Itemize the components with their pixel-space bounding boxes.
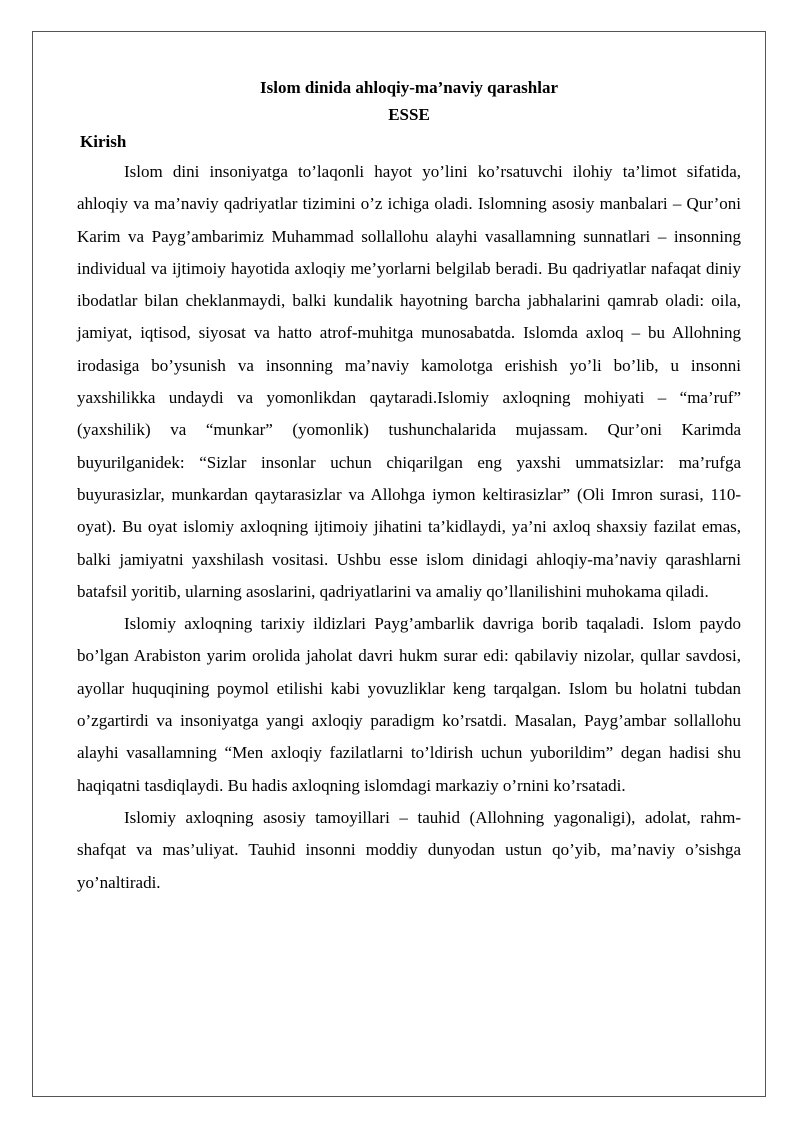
section-heading: Kirish xyxy=(80,132,127,151)
document-subtitle: ESSE xyxy=(388,105,430,124)
document-body xyxy=(77,74,741,899)
document-title: Islom dinida ahloqiy-ma’naviy qarashlar xyxy=(259,78,559,97)
paragraph-intro: Islom dini insoniyatga to’laqonli hayot yo’lini ko’rsatuvchi ilohiy ta’limot sifatida, ahloqiy va ma’naviy qadriyatlar tizimini o’z ichiga oladi. Islomning asosiy manbalari – Qur’oni Karim va Payg’ambarimiz Muhammad sollallohu alayhi vasallamning sunnatlari – insonning individual va ijtimoiy hayotida axloqiy me’yorlarni belgilab beradi. Bu qadriyatlar nafaqat diniy ibodatlar bilan cheklanmaydi, balki kundalik hayotning barcha jabhalarini qamrab oladi: oila, jamiyat, iqtisod, siyosat va hatto atrof-muhitga munosabatda. Islomda axloq – bu Allohning irodasiga bo’ysunish va insonning ma’naviy kamolotga erishish yo’li bo’lib, u insonni yaxshilikka undaydi va yomonlikdan qaytaradi.Islomiy axloqning mohiyati – “ma’ruf” (yaxshilik) va “munkar” (yomonlik) tushunchalarida mujassam. Qur’oni Karimda buyurilganidek: “Sizlar insonlar uchun chiqarilgan eng yaxshi ummatsizlar: ma’rufga buyurasizlar, munkardan qaytarasizlar va Allohga iymon keltirasizlar” (Oli Imron surasi, 110-oyat). Bu oyat islomiy axloqning ijtimoiy jihatini ta’kidlaydi, ya’ni axloq shaxsiy fazilat emas, balki jamiyatni yaxshilash vositasi. Ushbu esse islom dinidagi ahloqiy-ma’naviy qarashlarni batafsil yoritib, ularning asoslarini, qadriyatlarini va amaliy qo’llanilishini muhokama qiladi. xyxy=(77,162,741,601)
paragraph-history: Islomiy axloqning tarixiy ildizlari Payg’ambarlik davriga borib taqaladi. Islom paydo bo’lgan Arabiston yarim orolida jaholat davri hukm surar edi: qabilaviy nizolar, qullar savdosi, ayollar huquqining poymol etilishi kabi yovuzliklar keng tarqalgan. Islom bu holatni tubdan o’zgartirdi va insoniyatga yangi axloqiy paradigm ko’rsatdi. Masalan, Payg’ambar sollallohu alayhi vasallamning “Men axloqiy fazilatlarni to’ldirish uchun yuborildim” degan hadisi shu haqiqatni tasdiqlaydi. Bu hadis axloqning islomdagi markaziy o’rnini ko’rsatadi. xyxy=(77,614,741,795)
paragraph-principles: Islomiy axloqning asosiy tamoyillari – tauhid (Allohning yagonaligi), adolat, rahm-shafqat va mas’uliyat. Tauhid insonni moddiy dunyodan ustun qo’yib, ma’naviy o’sishga yo’naltiradi. xyxy=(77,807,741,892)
